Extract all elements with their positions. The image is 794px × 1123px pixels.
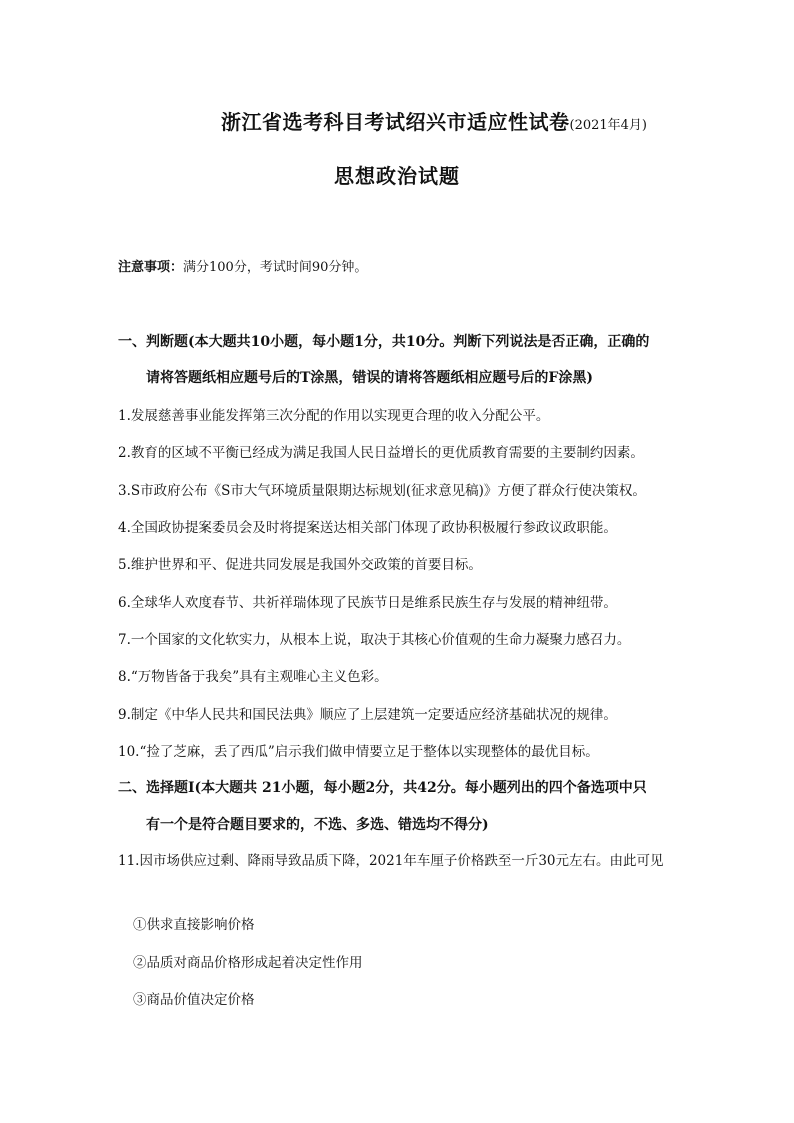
question-11-stem: 11.因市场供应过剩、降雨导致品质下降，2021年车厘子价格跌至一斤30元左右。由此可见 [118, 853, 664, 869]
question-2: 2.教育的区域不平衡已经成为满足我国人民日益增长的更优质教育需要的主要制约因素。 [118, 445, 644, 461]
exam-subject: 思想政治试题 [334, 164, 460, 188]
question-1: 1.发展慈善事业能发挥第三次分配的作用以实现更合理的收入分配公平。 [118, 408, 550, 424]
section-2-instructions: 有一个是符合题目要求的，不选、多选、错选均不得分) [146, 817, 489, 833]
notice-line [118, 256, 367, 275]
question-3: 3.S市政府公布《S市大气环境质量限期达标规划(征求意见稿)》方便了群众行使决策权。 [118, 483, 646, 499]
exam-date: (2021年4月) [569, 118, 647, 133]
question-8: 8.“万物皆备于我矣”具有主观唯心主义色彩。 [118, 669, 388, 685]
question-4: 4.全国政协提案委员会及时将提案送达相关部门体现了政协积极履行参政议政职能。 [118, 520, 617, 536]
question-10: 10.“捡了芝麻，丢了西瓜”启示我们做申情要立足于整体以实现整体的最优目标。 [118, 744, 599, 760]
question-11-option-1: ①供求直接影响价格 [133, 917, 255, 933]
question-9: 9.制定《中华人民共和国民法典》顺应了上层建筑一定要适应经济基础状况的规律。 [118, 707, 617, 723]
section-1-heading: 一、判断题(本大题共10小题，每小题1分，共10分。判断下列说法是否正确，正确的 [118, 334, 650, 350]
question-7: 7.一个国家的文化软实力，从根本上说，取决于其核心价值观的生命力凝聚力感召力。 [118, 632, 631, 648]
section-1-instructions: 请将答题纸相应题号后的T涂黑，错误的请将答题纸相应题号后的F涂黑) [146, 370, 593, 386]
question-11-option-2: ②品质对商品价格形成起着决定性作用 [133, 955, 363, 971]
section-2-heading: 二、选择题Ⅰ(本大题共 21小题，每小题2分，共42分。每小题列出的四个备选项中只 [118, 780, 647, 796]
notice-label: 注意事项： [118, 260, 184, 275]
question-5: 5.维护世界和平、促进共同发展是我国外交政策的首要目标。 [118, 557, 482, 573]
question-11-option-3: ③商品价值决定价格 [133, 992, 255, 1008]
question-6: 6.全球华人欢度春节、共祈祥瑞体现了民族节日是维系民族生存与发展的精神纽带。 [118, 595, 617, 611]
exam-title-text: 浙江省选考科目考试绍兴市适应性试卷 [221, 110, 570, 134]
notice-text: 满分100分，考试时间90分钟。 [183, 260, 368, 275]
exam-title [221, 106, 647, 135]
